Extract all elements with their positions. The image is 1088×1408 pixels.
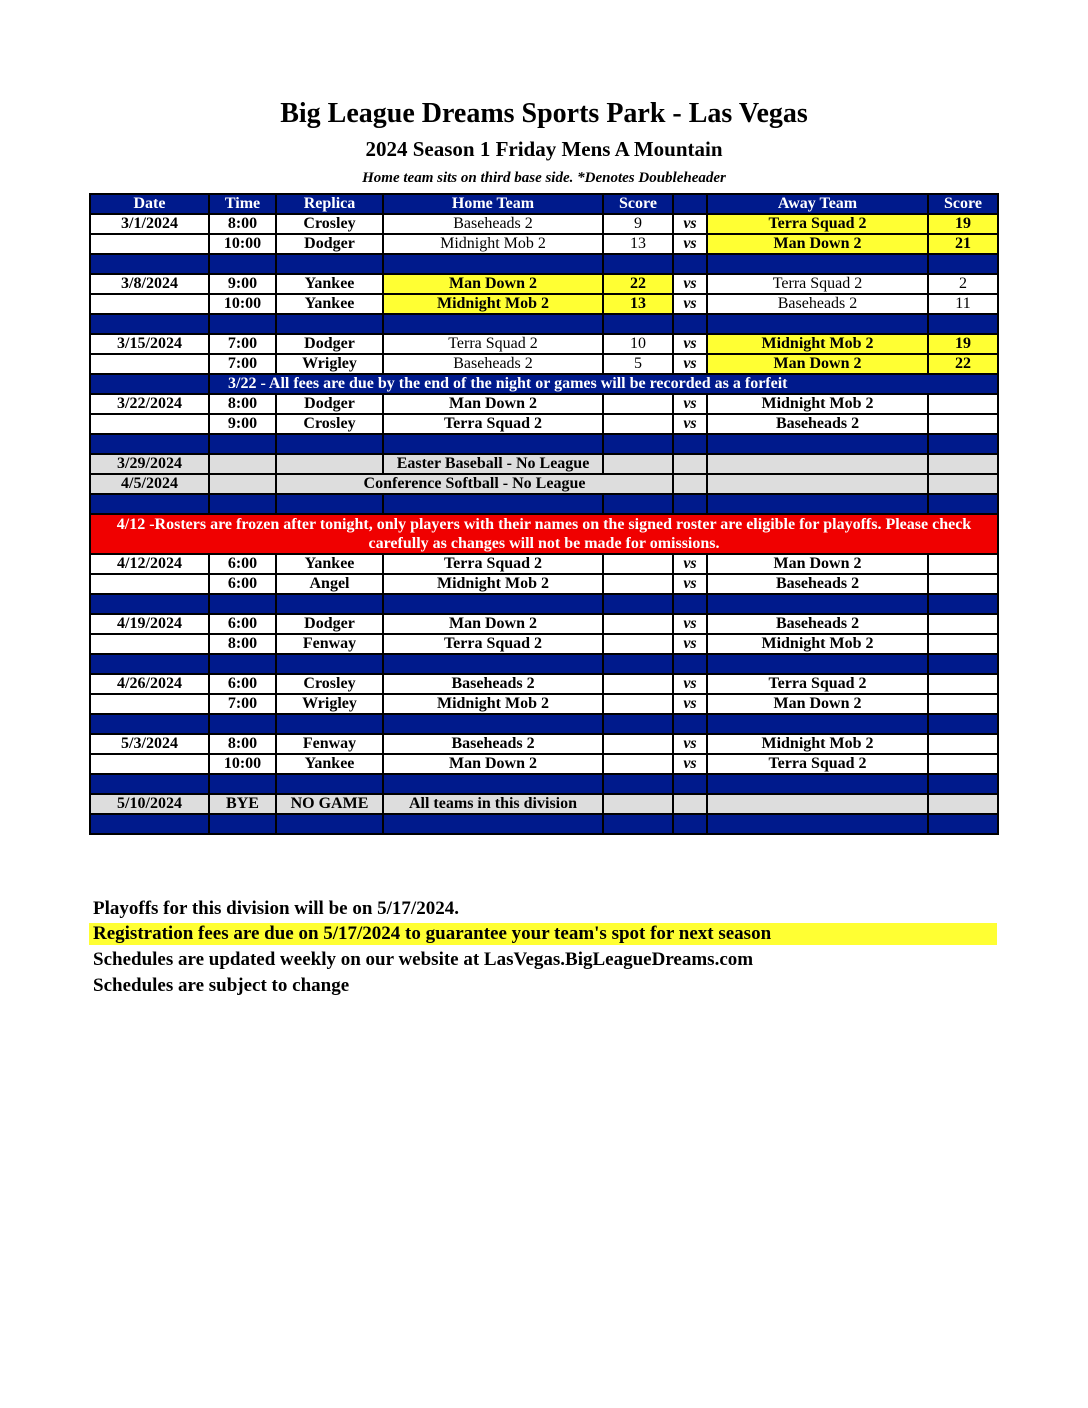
home-score-cell xyxy=(603,614,673,634)
fees-notice: 3/22 - All fees are due by the end of the night or games will be recorded as a forfeit xyxy=(209,374,998,394)
away-score-cell: 21 xyxy=(928,234,998,254)
home-team-cell: Terra Squad 2 xyxy=(383,334,603,354)
date-cell xyxy=(90,234,209,254)
conference-row xyxy=(90,474,998,494)
home-score-cell: 10 xyxy=(603,334,673,354)
away-score-cell xyxy=(928,634,998,654)
vs-cell: vs xyxy=(673,394,707,414)
away-team-cell: Midnight Mob 2 xyxy=(707,394,928,414)
time-cell: 8:00 xyxy=(209,634,276,654)
home-team-cell: Midnight Mob 2 xyxy=(383,234,603,254)
date-cell xyxy=(90,634,209,654)
away-score-cell xyxy=(928,734,998,754)
table-row xyxy=(90,354,998,374)
time-cell: BYE xyxy=(209,794,276,814)
home-team-cell: Man Down 2 xyxy=(383,394,603,414)
time-cell: 7:00 xyxy=(209,354,276,374)
table-row xyxy=(90,574,998,594)
away-team-cell: Baseheads 2 xyxy=(707,294,928,314)
time-cell: 10:00 xyxy=(209,294,276,314)
replica-cell: Dodger xyxy=(276,614,383,634)
col-header-home-team: Home Team xyxy=(383,194,603,214)
date-cell: 3/22/2024 xyxy=(90,394,209,414)
date-cell: 5/10/2024 xyxy=(90,794,209,814)
away-score-cell xyxy=(928,554,998,574)
away-team-cell: Baseheads 2 xyxy=(707,574,928,594)
registration-note: Registration fees are due on 5/17/2024 to guarantee your team's spot for next season xyxy=(89,923,997,945)
vs-cell: vs xyxy=(673,754,707,774)
date-cell: 3/8/2024 xyxy=(90,274,209,294)
replica-cell: Crosley xyxy=(276,214,383,234)
date-cell xyxy=(90,294,209,314)
away-team-cell: Terra Squad 2 xyxy=(707,674,928,694)
home-team-cell: Baseheads 2 xyxy=(383,214,603,234)
replica-cell: Crosley xyxy=(276,414,383,434)
conference-notice: Conference Softball - No League xyxy=(276,474,673,494)
away-team-cell: Man Down 2 xyxy=(707,554,928,574)
home-score-cell xyxy=(603,674,673,694)
vs-cell: vs xyxy=(673,334,707,354)
home-team-cell: Midnight Mob 2 xyxy=(383,574,603,594)
replica-cell: Angel xyxy=(276,574,383,594)
away-score-cell: 11 xyxy=(928,294,998,314)
change-note: Schedules are subject to change xyxy=(93,975,350,996)
table-row xyxy=(90,734,998,754)
col-header-replica: Replica xyxy=(276,194,383,214)
away-score-cell xyxy=(928,754,998,774)
home-score-cell xyxy=(603,414,673,434)
home-score-cell: 9 xyxy=(603,214,673,234)
time-cell: 10:00 xyxy=(209,754,276,774)
date-cell xyxy=(90,754,209,774)
time-cell: 6:00 xyxy=(209,574,276,594)
vs-cell: vs xyxy=(673,554,707,574)
separator-row xyxy=(90,594,998,614)
away-score-cell xyxy=(928,674,998,694)
away-team-cell: Man Down 2 xyxy=(707,234,928,254)
home-score-cell: 5 xyxy=(603,354,673,374)
table-row xyxy=(90,394,998,414)
table-row xyxy=(90,414,998,434)
col-header-vs xyxy=(673,194,707,214)
col-header-date: Date xyxy=(90,194,209,214)
home-score-cell xyxy=(603,634,673,654)
away-team-cell: Midnight Mob 2 xyxy=(707,634,928,654)
date-cell: 3/15/2024 xyxy=(90,334,209,354)
time-cell: 8:00 xyxy=(209,214,276,234)
vs-cell: vs xyxy=(673,694,707,714)
home-score-cell xyxy=(603,754,673,774)
vs-cell: vs xyxy=(673,354,707,374)
home-score-cell: 22 xyxy=(603,274,673,294)
home-team-cell: Man Down 2 xyxy=(383,274,603,294)
replica-cell: Crosley xyxy=(276,674,383,694)
time-cell: 8:00 xyxy=(209,734,276,754)
separator-row xyxy=(90,814,998,834)
separator-row xyxy=(90,714,998,734)
home-score-cell xyxy=(603,574,673,594)
replica-cell: Dodger xyxy=(276,394,383,414)
time-cell: 7:00 xyxy=(209,694,276,714)
date-cell: 3/29/2024 xyxy=(90,454,209,474)
replica-cell: Yankee xyxy=(276,294,383,314)
table-row xyxy=(90,294,998,314)
home-team-cell: Baseheads 2 xyxy=(383,674,603,694)
col-header-away-team: Away Team xyxy=(707,194,928,214)
home-score-cell: 13 xyxy=(603,294,673,314)
table-row xyxy=(90,694,998,714)
table-row xyxy=(90,554,998,574)
time-cell: 7:00 xyxy=(209,334,276,354)
table-row xyxy=(90,634,998,654)
table-header-row xyxy=(90,194,998,214)
col-header-time: Time xyxy=(209,194,276,214)
vs-cell: vs xyxy=(673,674,707,694)
replica-cell: Dodger xyxy=(276,334,383,354)
home-score-cell xyxy=(603,694,673,714)
date-cell: 3/1/2024 xyxy=(90,214,209,234)
away-score-cell xyxy=(928,574,998,594)
away-team-cell: Midnight Mob 2 xyxy=(707,734,928,754)
easter-notice: Easter Baseball - No League xyxy=(383,454,603,474)
away-score-cell: 22 xyxy=(928,354,998,374)
home-team-cell: Terra Squad 2 xyxy=(383,414,603,434)
away-team-cell: Baseheads 2 xyxy=(707,614,928,634)
separator-row xyxy=(90,434,998,454)
replica-cell: Yankee xyxy=(276,754,383,774)
away-team-cell: Man Down 2 xyxy=(707,354,928,374)
table-row xyxy=(90,614,998,634)
home-team-cell: Baseheads 2 xyxy=(383,354,603,374)
vs-cell: vs xyxy=(673,234,707,254)
col-header-home-score: Score xyxy=(603,194,673,214)
away-team-cell: Man Down 2 xyxy=(707,694,928,714)
vs-cell: vs xyxy=(673,294,707,314)
page-subtitle: 2024 Season 1 Friday Mens A Mountain xyxy=(365,137,723,161)
table-row xyxy=(90,674,998,694)
date-cell xyxy=(90,574,209,594)
home-team-cell: Terra Squad 2 xyxy=(383,554,603,574)
col-header-away-score: Score xyxy=(928,194,998,214)
away-team-cell: Midnight Mob 2 xyxy=(707,334,928,354)
away-score-cell xyxy=(928,414,998,434)
time-cell: 6:00 xyxy=(209,674,276,694)
separator-row xyxy=(90,654,998,674)
home-score-cell xyxy=(603,394,673,414)
separator-row xyxy=(90,494,998,514)
away-score-cell: 2 xyxy=(928,274,998,294)
replica-cell: Dodger xyxy=(276,234,383,254)
playoffs-note: Playoffs for this division will be on 5/17/2024. xyxy=(93,898,459,919)
away-score-cell: 19 xyxy=(928,334,998,354)
fees-notice-row xyxy=(90,374,998,394)
away-score-cell: 19 xyxy=(928,214,998,234)
replica-cell: Fenway xyxy=(276,734,383,754)
bye-row xyxy=(90,794,998,814)
separator-row xyxy=(90,314,998,334)
home-score-cell xyxy=(603,734,673,754)
away-team-cell: Terra Squad 2 xyxy=(707,754,928,774)
replica-cell: Yankee xyxy=(276,554,383,574)
date-cell: 4/12/2024 xyxy=(90,554,209,574)
table-row xyxy=(90,754,998,774)
date-cell xyxy=(90,414,209,434)
away-score-cell xyxy=(928,394,998,414)
vs-cell: vs xyxy=(673,214,707,234)
separator-row xyxy=(90,774,998,794)
table-row xyxy=(90,274,998,294)
vs-cell: vs xyxy=(673,734,707,754)
easter-row xyxy=(90,454,998,474)
date-cell xyxy=(90,354,209,374)
website-note: Schedules are updated weekly on our website at LasVegas.BigLeagueDreams.com xyxy=(93,949,754,970)
vs-cell: vs xyxy=(673,274,707,294)
table-row xyxy=(90,234,998,254)
time-cell: 8:00 xyxy=(209,394,276,414)
vs-cell: vs xyxy=(673,574,707,594)
replica-cell: Wrigley xyxy=(276,694,383,714)
table-row xyxy=(90,334,998,354)
separator-row xyxy=(90,254,998,274)
time-cell: 10:00 xyxy=(209,234,276,254)
away-score-cell xyxy=(928,614,998,634)
date-cell: 4/5/2024 xyxy=(90,474,209,494)
home-score-cell xyxy=(603,554,673,574)
page-title: Big League Dreams Sports Park - Las Vegas xyxy=(280,98,808,129)
roster-notice: 4/12 -Rosters are frozen after tonight, only players with their names on the signed roster are eligible for playoffs. Please check carefully as changes will not be made for omissions. xyxy=(90,514,998,554)
bye-notice: All teams in this division xyxy=(383,794,603,814)
time-cell: 9:00 xyxy=(209,414,276,434)
away-team-cell: Terra Squad 2 xyxy=(707,214,928,234)
vs-cell: vs xyxy=(673,614,707,634)
home-team-cell: Terra Squad 2 xyxy=(383,634,603,654)
replica-cell: Wrigley xyxy=(276,354,383,374)
away-team-cell: Baseheads 2 xyxy=(707,414,928,434)
time-cell: 9:00 xyxy=(209,274,276,294)
date-cell: 4/26/2024 xyxy=(90,674,209,694)
replica-cell: Yankee xyxy=(276,274,383,294)
home-team-cell: Man Down 2 xyxy=(383,614,603,634)
vs-cell: vs xyxy=(673,414,707,434)
roster-notice-row xyxy=(90,514,998,554)
home-team-cell: Midnight Mob 2 xyxy=(383,294,603,314)
home-team-cell: Baseheads 2 xyxy=(383,734,603,754)
date-cell xyxy=(90,694,209,714)
home-score-cell: 13 xyxy=(603,234,673,254)
replica-cell: Fenway xyxy=(276,634,383,654)
date-cell: 4/19/2024 xyxy=(90,614,209,634)
home-team-cell: Man Down 2 xyxy=(383,754,603,774)
time-cell: 6:00 xyxy=(209,554,276,574)
home-team-note: Home team sits on third base side. *Denotes Doubleheader xyxy=(362,170,726,186)
away-team-cell: Terra Squad 2 xyxy=(707,274,928,294)
table-row xyxy=(90,214,998,234)
away-score-cell xyxy=(928,694,998,714)
time-cell: 6:00 xyxy=(209,614,276,634)
schedule-table xyxy=(89,193,999,835)
date-cell: 5/3/2024 xyxy=(90,734,209,754)
vs-cell: vs xyxy=(673,634,707,654)
home-team-cell: Midnight Mob 2 xyxy=(383,694,603,714)
replica-cell: NO GAME xyxy=(276,794,383,814)
